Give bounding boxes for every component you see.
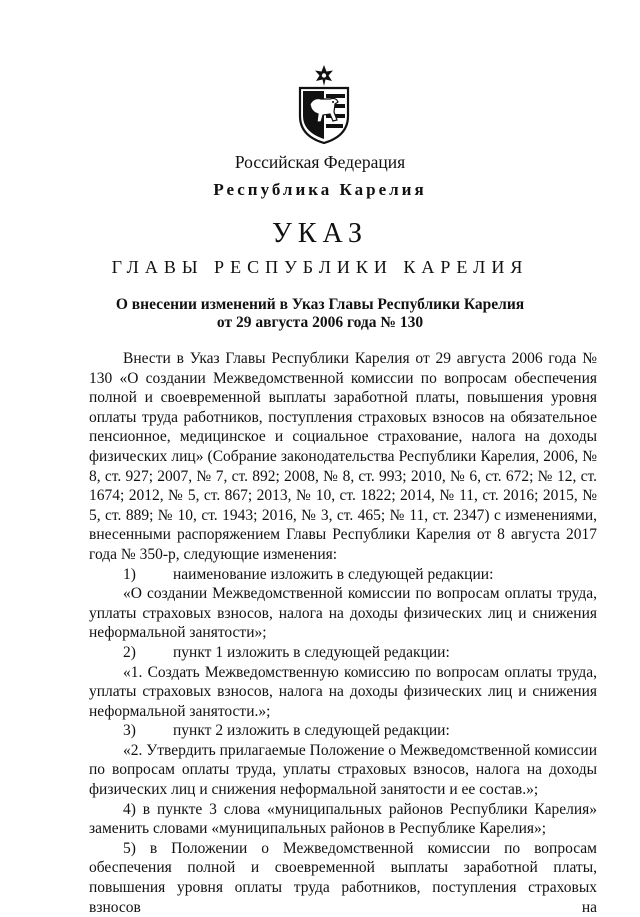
list-item-4: 4) в пункте 3 слова «муниципальных районов Республики Карелия» заменить словами «муниципальных районов в Республике Карелия»;: [89, 800, 597, 838]
list-item-1-quote: «О создании Межведомственной комиссии по вопросам оплаты труда, уплаты страховых взносов, налога на доходы физических лиц и снижения неформальной занятости»;: [89, 585, 597, 642]
title-line-1: О внесении изменений в Указ Главы Республики Карелия: [115, 296, 525, 313]
list-item-3-quote: «2. Утвердить прилагаемые Положение о Межведомственной комиссии по вопросам оплаты труда, уплаты страховых взносов, налога на доходы физических лиц и снижения неформальной занятости и ее состав.»;: [89, 741, 597, 799]
document-issuer: ГЛАВЫ РЕСПУБЛИКИ КАРЕЛИЯ: [111, 257, 529, 277]
list-item-3-text: пункт 2 изложить в следующей редакции:: [173, 722, 450, 740]
list-item-1-number: 1): [123, 565, 136, 583]
document-title: [0, 296, 640, 332]
document-body: [89, 349, 597, 917]
country-name: Российская Федерация: [234, 152, 406, 172]
list-item-2-number: 2): [123, 643, 136, 661]
list-item-2-text: пункт 1 изложить в следующей редакции:: [173, 643, 450, 661]
list-item-2: [89, 643, 597, 663]
document-type: УКАЗ: [271, 218, 369, 249]
list-item-1-text: наименование изложить в следующей редакции:: [173, 565, 494, 583]
republic-name: Республика Карелия: [213, 180, 427, 199]
list-item-5: 5) в Положении о Межведомственной комиссии по вопросам обеспечения полной и своевременной выплаты заработной платы, повышения уровня оплаты труда работников, поступления страховых взносов на: [89, 839, 597, 916]
list-item-3: [89, 721, 597, 741]
list-item-3-number: 3): [123, 722, 136, 740]
intro-paragraph: Внести в Указ Главы Республики Карелия от 29 августа 2006 года № 130 «О создании Межведомственной комиссии по вопросам обеспечения полной и своевременной выплаты заработной платы, повышения уровня оплаты труда работников, поступления страховых взносов на обязательное пенсионное, медицинское и социальное страхование, налога на доходы физических лиц» (Собрание законодательства Республики Карелия, 2006, № 8, ст. 927; 2007, № 7, ст. 892; 2008, № 8, ст. 993; 2010, № 6, ст. 672; № 12, ст. 1674; 2012, № 5, ст. 867; 2013, № 10, ст. 1822; 2014, № 11, ст. 2016; 2015, № 5, ст. 889; № 10, ст. 1943; 2016, № 3, ст. 465; № 11, ст. 2347) с изменениями, внесенными распоряжением Главы Республики Карелия от 8 августа 2017 года № 350-р, следующие изменения:: [89, 350, 597, 563]
list-item-2-quote: «1. Создать Межведомственную комиссию по вопросам оплаты труда, уплаты страховых взносов, налога на доходы физических лиц и снижения неформальной занятости.»;: [89, 663, 597, 720]
coat-of-arms-icon: [297, 64, 351, 144]
list-item-1: [89, 565, 597, 585]
title-line-2: от 29 августа 2006 года № 130: [216, 314, 424, 331]
